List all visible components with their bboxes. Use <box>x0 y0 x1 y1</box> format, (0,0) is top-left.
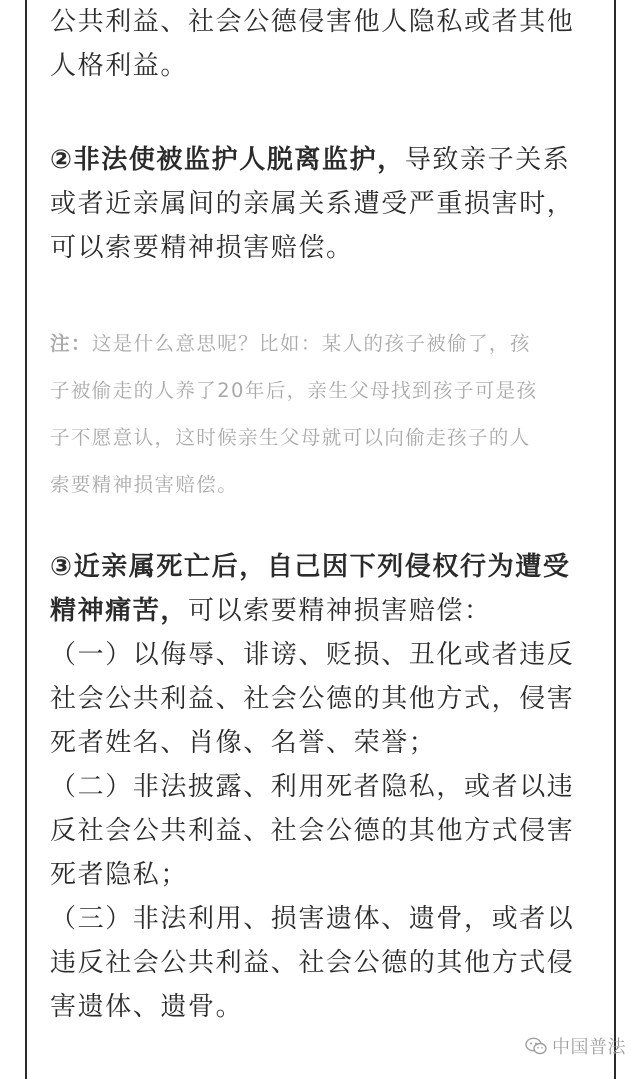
wechat-icon <box>525 1037 547 1055</box>
list-item-line: （三）非法利用、损害遗体、遗骨，或者以 <box>50 904 575 934</box>
text-line: 或者近亲属间的亲属关系遭受严重损害时， <box>50 189 575 219</box>
text-line <box>50 138 574 182</box>
list-item-line: （二）非法披露、利用死者隐私，或者以违 <box>50 772 575 802</box>
paragraph-guardianship <box>50 138 574 270</box>
source-watermark <box>525 1033 626 1059</box>
paragraph-heading: ②非法使被监护人脱离监护， <box>50 145 405 175</box>
list-item-line: 反社会公共利益、社会公德的其他方式侵害 <box>50 816 575 846</box>
paragraph-heading: 精神痛苦， <box>50 596 189 626</box>
text-run: 这是什么意思呢？比如：某人的孩子被偷了，孩 <box>91 332 531 355</box>
note-block <box>50 320 537 508</box>
note-label: 注： <box>50 332 92 355</box>
text-line: 子不愿意认，这时候亲生父母就可以向偷走孩子的人 <box>50 426 531 449</box>
watermark-text: 中国普法 <box>552 1037 626 1058</box>
text-line: 子被偷走的人养了20年后，亲生父母找到孩子可是孩 <box>50 379 538 402</box>
text-line: 人格利益。 <box>50 51 189 81</box>
text-line: 公共利益、社会公德侵害他人隐私或者其他 <box>50 7 575 37</box>
text-line: 可以索要精神损害赔偿。 <box>50 233 354 263</box>
text-run: 可以索要精神损害赔偿： <box>188 596 492 626</box>
list-item-line: 死者姓名、肖像、名誉、荣誉； <box>50 728 437 758</box>
paragraph-privacy-tail <box>50 0 574 88</box>
text-line <box>50 320 537 367</box>
list-item-line: 死者隐私； <box>50 860 189 890</box>
list-item-line: （一）以侮辱、诽谤、贬损、丑化或者违反 <box>50 640 575 670</box>
paragraph-deceased-relatives <box>50 545 574 1029</box>
list-item-line: 害遗体、遗骨。 <box>50 992 244 1022</box>
paragraph-heading: ③近亲属死亡后，自己因下列侵权行为遭受 <box>50 552 571 582</box>
list-item-line: 违反社会公共利益、社会公德的其他方式侵 <box>50 948 575 978</box>
list-item-line: 社会公共利益、社会公德的其他方式，侵害 <box>50 684 575 714</box>
text-line <box>50 589 574 633</box>
text-run: 导致亲子关系 <box>404 145 571 175</box>
text-line: 索要精神损害赔偿。 <box>50 473 239 496</box>
